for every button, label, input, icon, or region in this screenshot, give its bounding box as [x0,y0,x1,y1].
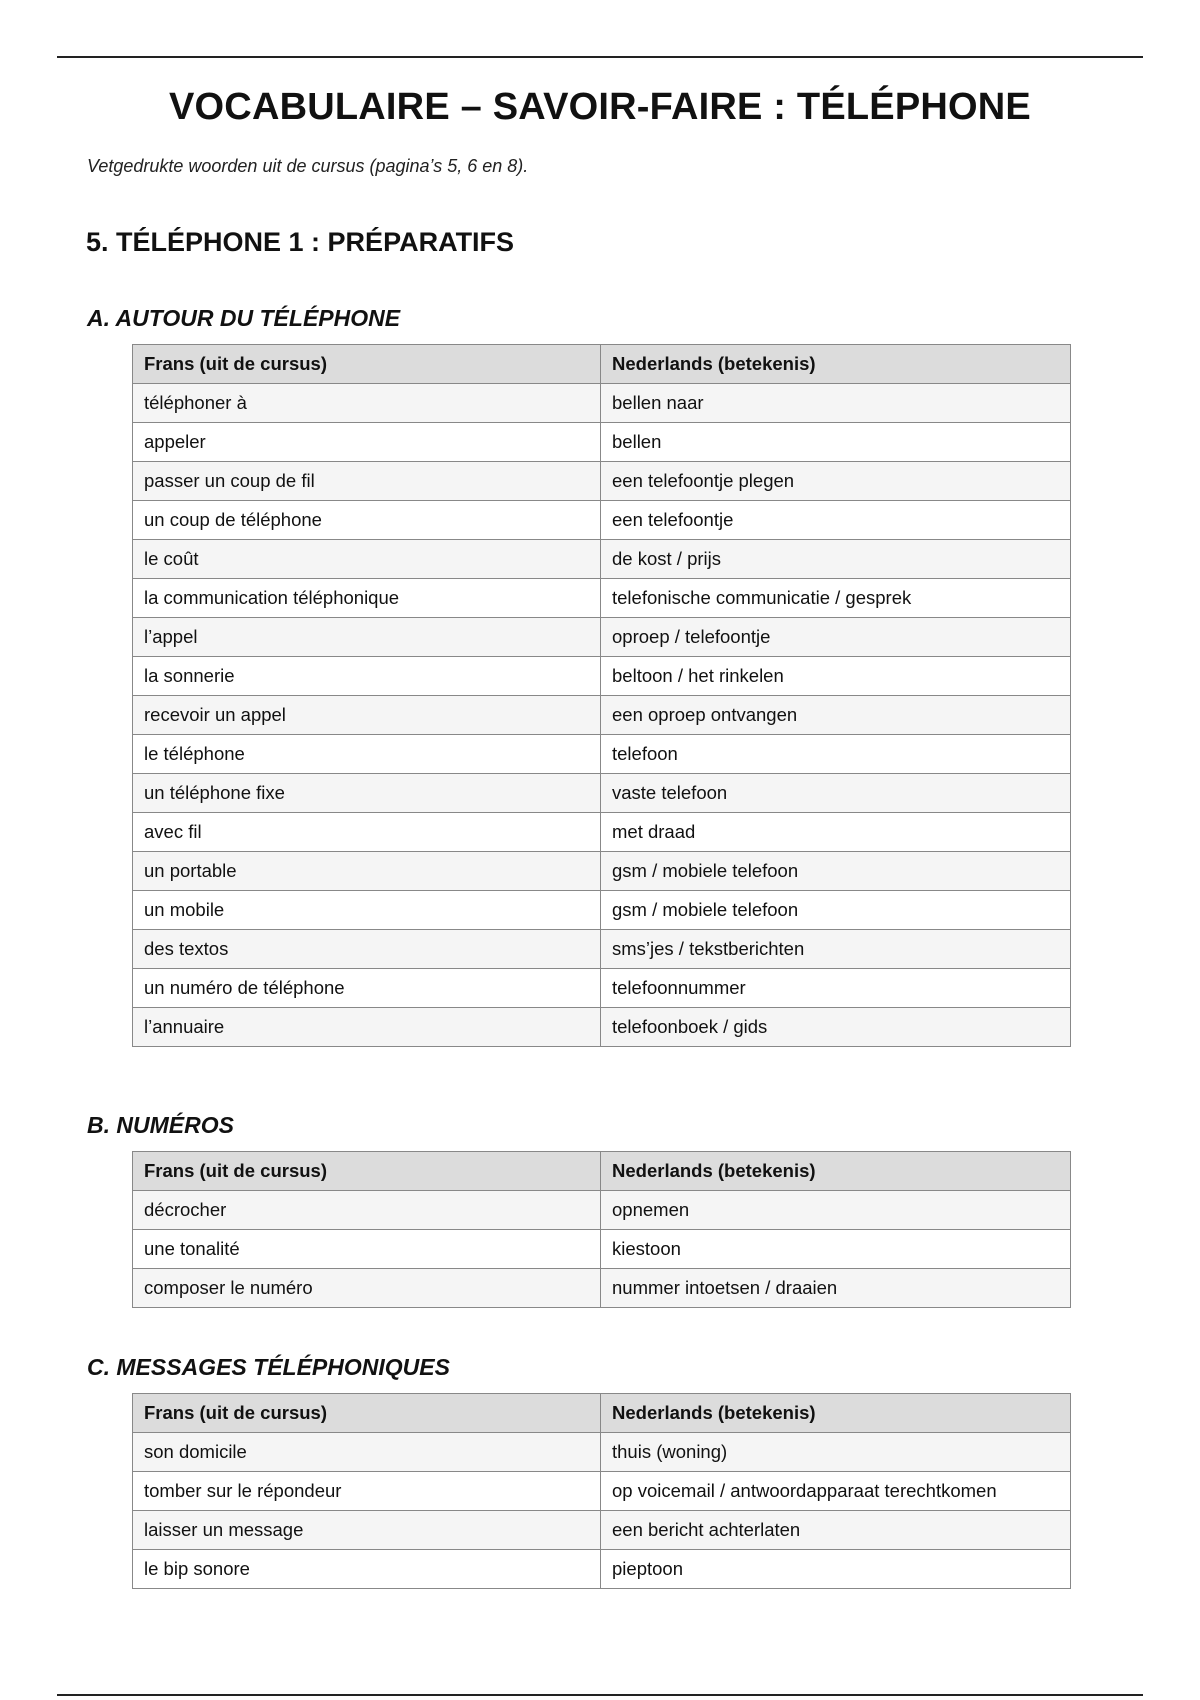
table-row [133,696,1071,735]
bottom-rule [57,1694,1143,1696]
dutch-meaning: telefoon [601,735,1071,774]
dutch-meaning: nummer intoetsen / draaien [601,1269,1071,1308]
dutch-meaning: bellen [601,423,1071,462]
french-term: passer un coup de fil [133,462,601,501]
dutch-meaning: met draad [601,813,1071,852]
vocab-table-a [132,344,1071,1047]
dutch-meaning: een oproep ontvangen [601,696,1071,735]
table-header-row [133,1152,1071,1191]
french-term: la communication téléphonique [133,579,601,618]
french-term: un téléphone fixe [133,774,601,813]
table-row [133,852,1071,891]
french-term: des textos [133,930,601,969]
dutch-meaning: gsm / mobiele telefoon [601,891,1071,930]
table-row [133,930,1071,969]
dutch-meaning: opnemen [601,1191,1071,1230]
table-header-row [133,345,1071,384]
french-term: appeler [133,423,601,462]
table-row [133,501,1071,540]
dutch-meaning: op voicemail / antwoordapparaat terechtkomen [601,1472,1071,1511]
table-row [133,774,1071,813]
column-header-french: Frans (uit de cursus) [133,1152,601,1191]
french-term: le coût [133,540,601,579]
table-row [133,423,1071,462]
french-term: téléphoner à [133,384,601,423]
table-row [133,969,1071,1008]
dutch-meaning: een telefoontje [601,501,1071,540]
french-term: un numéro de téléphone [133,969,601,1008]
table-row [133,657,1071,696]
french-term: un mobile [133,891,601,930]
table-row [133,1230,1071,1269]
french-term: le téléphone [133,735,601,774]
french-term: recevoir un appel [133,696,601,735]
table-row [133,1472,1071,1511]
dutch-meaning: beltoon / het rinkelen [601,657,1071,696]
table-header-row [133,1394,1071,1433]
french-term: un coup de téléphone [133,501,601,540]
french-term: tomber sur le répondeur [133,1472,601,1511]
table-row [133,540,1071,579]
column-header-dutch: Nederlands (betekenis) [601,1152,1071,1191]
dutch-meaning: telefoonnummer [601,969,1071,1008]
section-heading-b: B. NUMÉROS [87,1112,234,1138]
table-row [133,618,1071,657]
table-row [133,1269,1071,1308]
dutch-meaning: kiestoon [601,1230,1071,1269]
table-row [133,891,1071,930]
column-header-french: Frans (uit de cursus) [133,1394,601,1433]
dutch-meaning: pieptoon [601,1550,1071,1589]
dutch-meaning: thuis (woning) [601,1433,1071,1472]
dutch-meaning: bellen naar [601,384,1071,423]
dutch-meaning: sms’jes / tekstberichten [601,930,1071,969]
page-title: VOCABULAIRE – SAVOIR-FAIRE : TÉLÉPHONE [169,86,1031,128]
top-rule [57,56,1143,58]
dutch-meaning: telefonische communicatie / gesprek [601,579,1071,618]
table-row [133,579,1071,618]
dutch-meaning: gsm / mobiele telefoon [601,852,1071,891]
dutch-meaning: een bericht achterlaten [601,1511,1071,1550]
column-header-dutch: Nederlands (betekenis) [601,345,1071,384]
table-row [133,1191,1071,1230]
dutch-meaning: een telefoontje plegen [601,462,1071,501]
table-row [133,384,1071,423]
dutch-meaning: de kost / prijs [601,540,1071,579]
column-header-dutch: Nederlands (betekenis) [601,1394,1071,1433]
section-heading-a: A. AUTOUR DU TÉLÉPHONE [87,305,401,331]
dutch-meaning: telefoonboek / gids [601,1008,1071,1047]
table-row [133,1550,1071,1589]
french-term: la sonnerie [133,657,601,696]
french-term: un portable [133,852,601,891]
dutch-meaning: oproep / telefoontje [601,618,1071,657]
table-row [133,462,1071,501]
table-row [133,813,1071,852]
french-term: laisser un message [133,1511,601,1550]
french-term: une tonalité [133,1230,601,1269]
vocab-table-b [132,1151,1071,1308]
table-row [133,1433,1071,1472]
french-term: l’appel [133,618,601,657]
table-row [133,1511,1071,1550]
table-row [133,1008,1071,1047]
french-term: le bip sonore [133,1550,601,1589]
page-subtitle: Vetgedrukte woorden uit de cursus (pagina’s 5, 6 en 8). [87,156,529,176]
french-term: décrocher [133,1191,601,1230]
french-term: avec fil [133,813,601,852]
table-row [133,735,1071,774]
column-header-french: Frans (uit de cursus) [133,345,601,384]
french-term: son domicile [133,1433,601,1472]
vocab-table-c [132,1393,1071,1589]
french-term: l’annuaire [133,1008,601,1047]
dutch-meaning: vaste telefoon [601,774,1071,813]
section-heading-c: C. MESSAGES TÉLÉPHONIQUES [87,1354,450,1380]
chapter-heading: 5. TÉLÉPHONE 1 : PRÉPARATIFS [86,227,515,257]
french-term: composer le numéro [133,1269,601,1308]
